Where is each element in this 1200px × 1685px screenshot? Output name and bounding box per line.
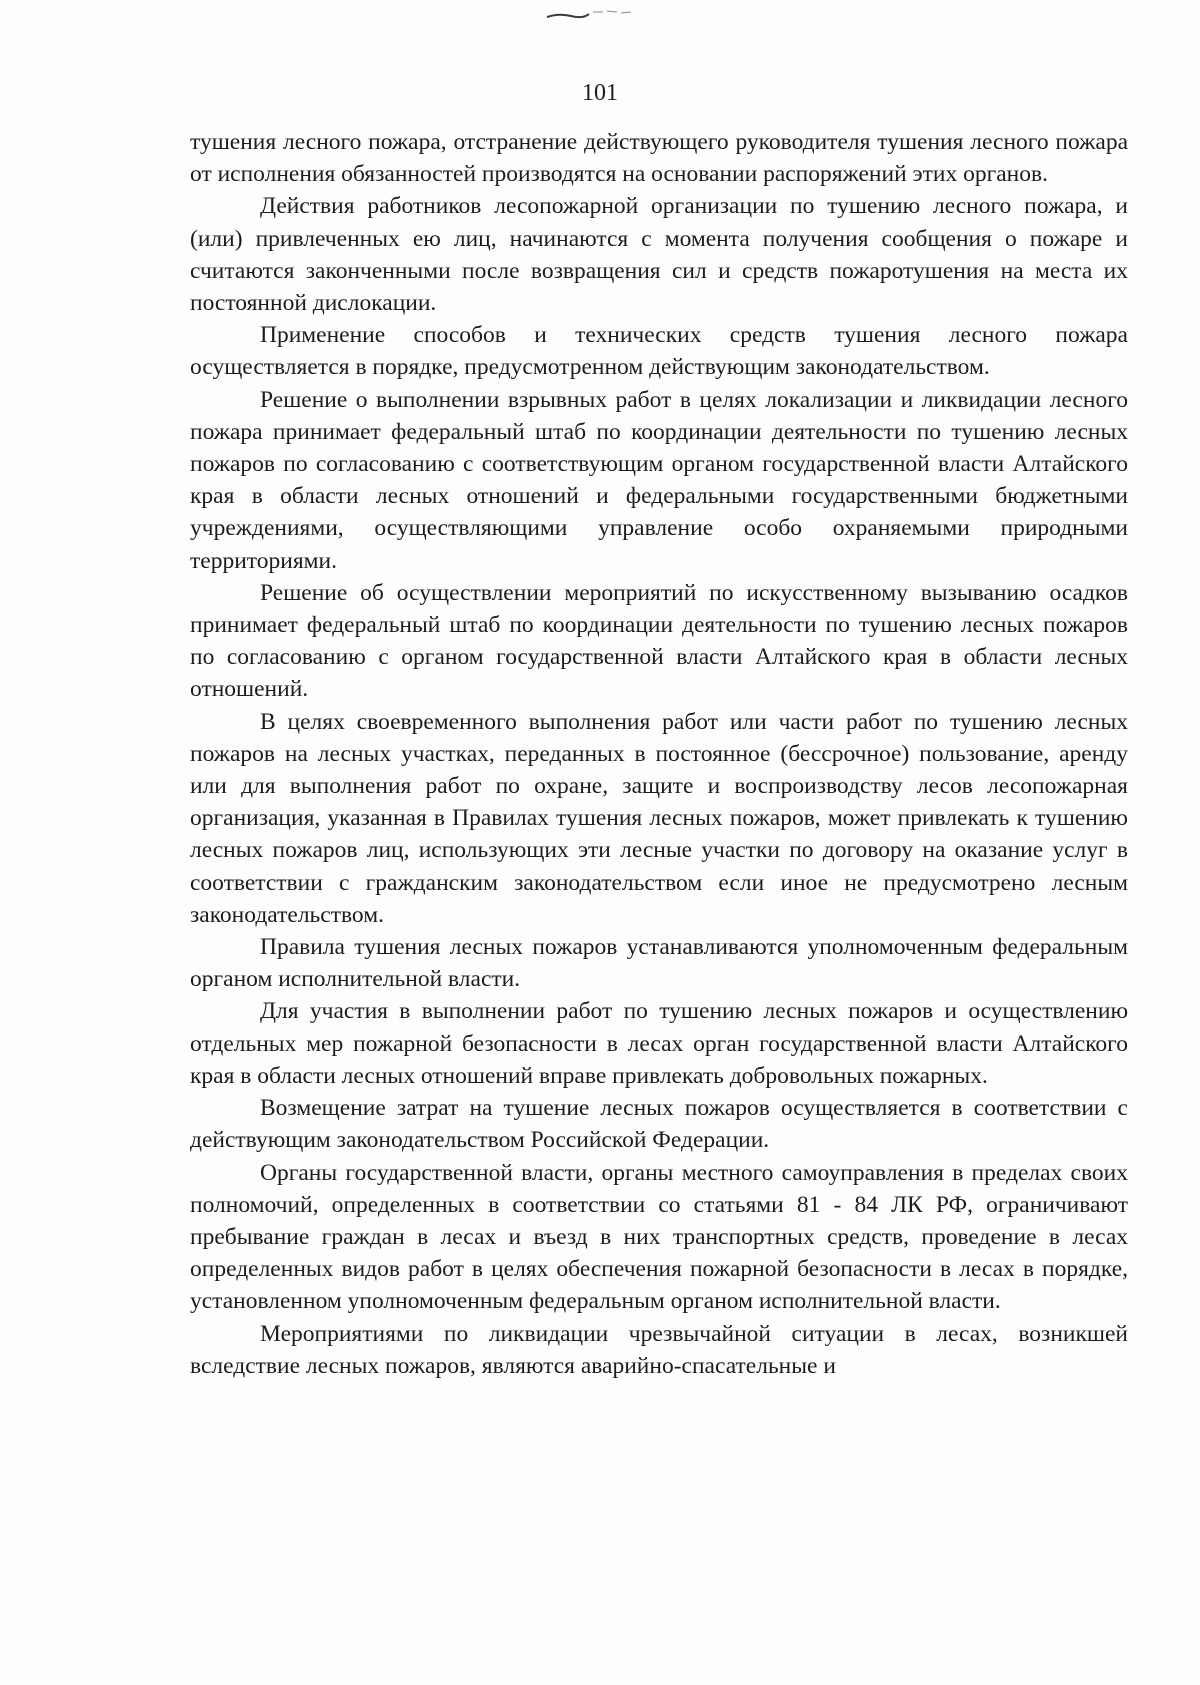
paragraph: Решение об осуществлении мероприятий по искусственному вызыванию осадков принимает федеральный штаб по координации деятельности по тушению лесных пожаров по согласованию с органом государственной власти Алтайского края в области лесных отношений. [190, 579, 1128, 703]
paragraph: тушения лесного пожара, отстранение действующего руководителя тушения лесного пожара от исполнения обязанностей производятся на основании распоряжений этих органов. [190, 129, 1128, 188]
paragraph: Решение о выполнении взрывных работ в целях локализации и ликвидации лесного пожара принимает федеральный штаб по координации деятельности по тушению лесных пожаров по согласованию с соответствующим органом государственной власти Алтайского края в области лесных отношений и федеральными государственными бюджетными учреждениями, осуществляющими управление особо охраняемыми природными территориями. [190, 386, 1128, 574]
paragraph: Действия работников лесопожарной организации по тушению лесного пожара, и (или) привлеченных ею лиц, начинаются с момента получения сообщения о пожаре и считаются законченными после возвращения сил и средств пожаротушения на места их постоянной дислокации. [190, 193, 1128, 317]
body-text [190, 126, 1128, 1382]
paragraph: Мероприятиями по ликвидации чрезвычайной ситуации в лесах, возникшей вследствие лесных пожаров, являются аварийно-спасательные и [190, 1320, 1128, 1379]
paragraph: Правила тушения лесных пожаров устанавливаются уполномоченным федеральным органом исполнительной власти. [190, 934, 1128, 993]
scan-artifact-mark [545, 8, 635, 22]
paragraph: В целях своевременного выполнения работ или части работ по тушению лесных пожаров на лесных участках, переданных в постоянное (бессрочное) пользование, аренду или для выполнения работ по охране, защите и воспроизводству лесов лесопожарная организация, указанная в Правилах тушения лесных пожаров, может привлекать к тушению лесных пожаров лиц, использующих эти лесные участки по договору на оказание услуг в соответствии с гражданским законодательством если иное не предусмотрено лесным законодательством. [190, 708, 1128, 928]
paragraph: Органы государственной власти, органы местного самоуправления в пределах своих полномочий, определенных в соответствии со статьями 81 - 84 ЛК РФ, ограничивают пребывание граждан в лесах и въезд в них транспортных средств, проведение в лесах определенных видов работ в целях обеспечения пожарной безопасности в лесах в порядке, установленном уполномоченным федеральным органом исполнительной власти. [190, 1159, 1128, 1315]
paragraph: Применение способов и технических средств тушения лесного пожара осуществляется в порядке, предусмотренном действующим законодательством. [190, 322, 1128, 381]
page-number: 101 [582, 80, 618, 106]
paragraph: Возмещение затрат на тушение лесных пожаров осуществляется в соответствии с действующим законодательством Российской Федерации. [190, 1095, 1128, 1154]
paragraph: Для участия в выполнении работ по тушению лесных пожаров и осуществлению отдельных мер пожарной безопасности в лесах орган государственной власти Алтайского края в области лесных отношений вправе привлекать добровольных пожарных. [190, 998, 1128, 1089]
